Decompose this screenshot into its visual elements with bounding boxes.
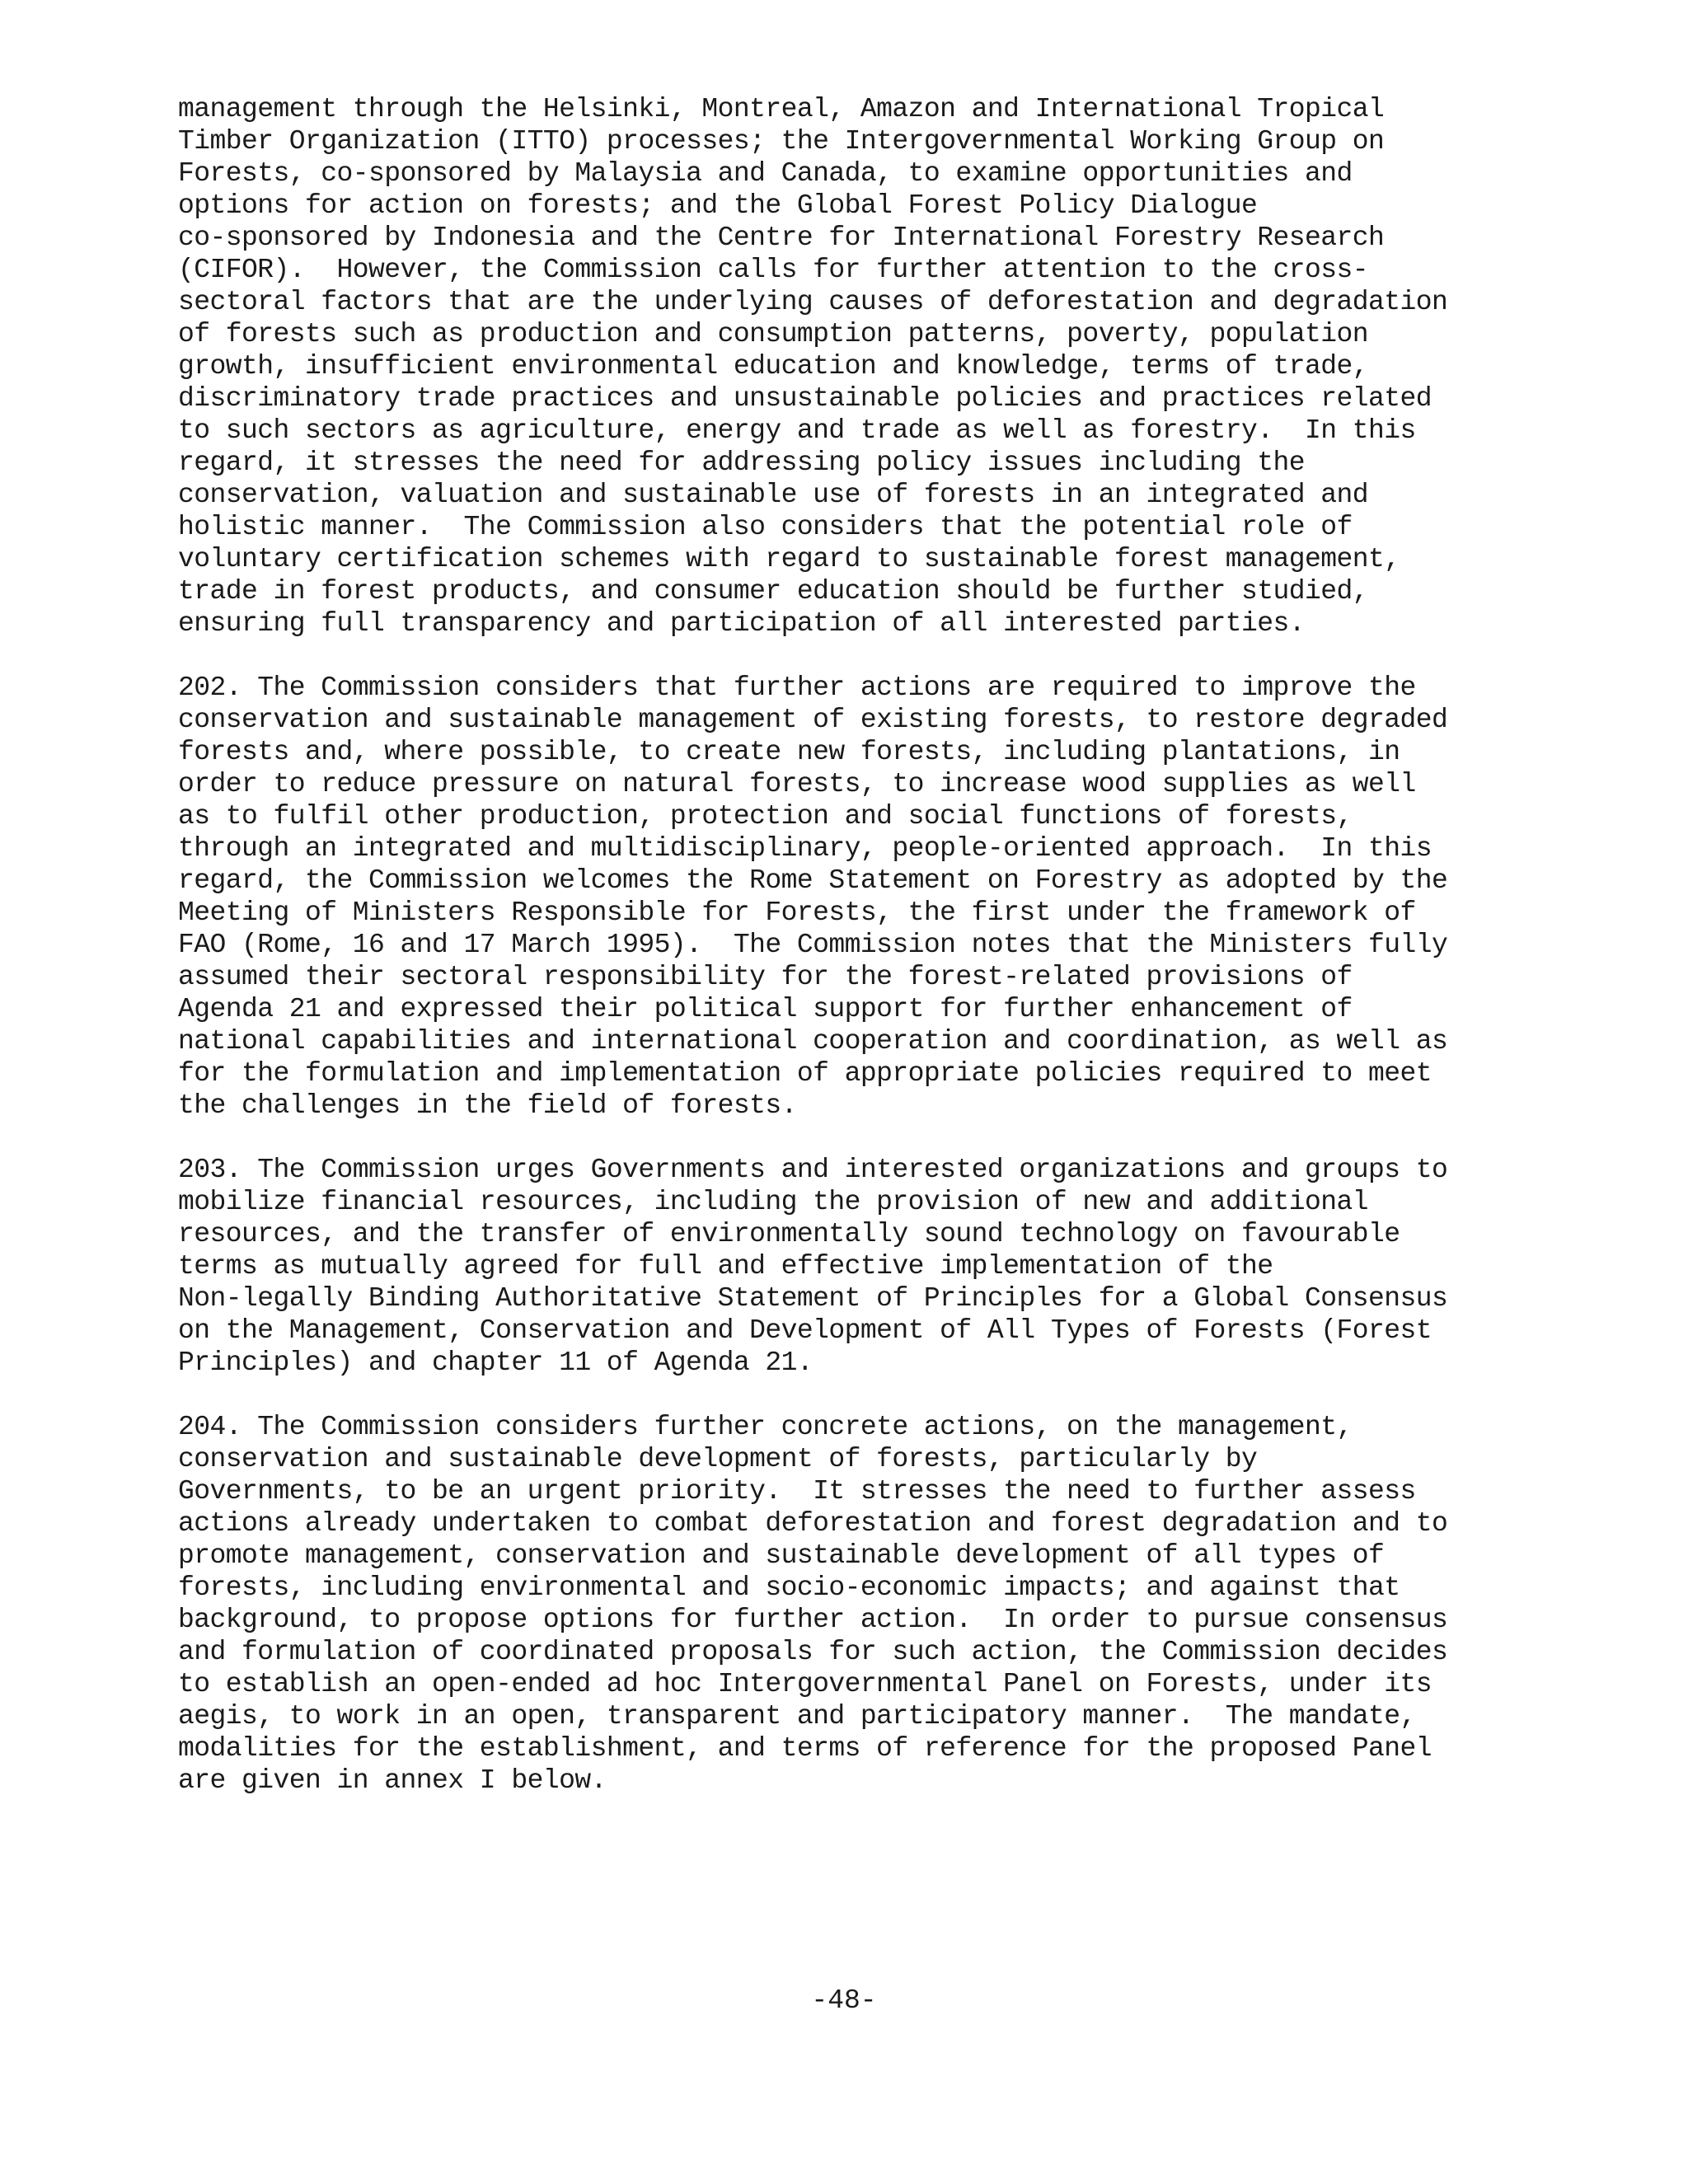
text-line: Timber Organization (ITTO) processes; the Intergovernmental Working Group on — [178, 126, 1385, 157]
text-line: resources, and the transfer of environmentally sound technology on favourable — [178, 1219, 1400, 1249]
text-line: and formulation of coordinated proposals for such action, the Commission decides — [178, 1637, 1448, 1667]
text-line: options for action on forests; and the Global Forest Policy Dialogue — [178, 190, 1258, 221]
text-line: Forests, co-sponsored by Malaysia and Canada, to examine opportunities and — [178, 158, 1353, 189]
text-line: Agenda 21 and expressed their political support for further enhancement of — [178, 994, 1353, 1024]
text-line: terms as mutually agreed for full and effective implementation of the — [178, 1251, 1273, 1282]
text-line: (CIFOR). However, the Commission calls for further attention to the cross- — [178, 255, 1368, 285]
text-line: conservation, valuation and sustainable use of forests in an integrated and — [178, 480, 1368, 510]
text-line: 204. The Commission considers further concrete actions, on the management, — [178, 1412, 1353, 1442]
text-line: growth, insufficient environmental education and knowledge, terms of trade, — [178, 351, 1368, 382]
text-line: of forests such as production and consumption patterns, poverty, population — [178, 319, 1368, 349]
text-line: to establish an open-ended ad hoc Intergovernmental Panel on Forests, under its — [178, 1669, 1432, 1699]
text-line: for the formulation and implementation of appropriate policies required to meet — [178, 1058, 1432, 1089]
text-line: FAO (Rome, 16 and 17 March 1995). The Commission notes that the Ministers fully — [178, 930, 1448, 960]
text-line: mobilize financial resources, including the provision of new and additional — [178, 1187, 1368, 1217]
text-line: conservation and sustainable management of existing forests, to restore degraded — [178, 705, 1448, 735]
text-line: promote management, conservation and sustainable development of all types of — [178, 1540, 1385, 1571]
text-line: forests and, where possible, to create new forests, including plantations, in — [178, 737, 1400, 767]
text-line: regard, it stresses the need for addressing policy issues including the — [178, 448, 1305, 478]
paragraph-202 — [178, 672, 1530, 1122]
text-line: on the Management, Conservation and Development of All Types of Forests (Forest — [178, 1315, 1432, 1346]
text-line: Governments, to be an urgent priority. It stresses the need to further assess — [178, 1476, 1416, 1507]
text-line: as to fulfil other production, protection and social functions of forests, — [178, 801, 1353, 832]
body-text — [178, 93, 1530, 1829]
text-line: Principles) and chapter 11 of Agenda 21. — [178, 1347, 814, 1378]
paragraph-204 — [178, 1411, 1530, 1797]
text-line: Meeting of Ministers Responsible for Forests, the first under the framework of — [178, 898, 1416, 928]
text-line: actions already undertaken to combat deforestation and forest degradation and to — [178, 1508, 1448, 1539]
text-line: the challenges in the field of forests. — [178, 1090, 797, 1121]
text-line: management through the Helsinki, Montreal, Amazon and International Tropical — [178, 94, 1385, 124]
text-line: through an integrated and multidisciplinary, people-oriented approach. In this — [178, 833, 1432, 864]
text-line: voluntary certification schemes with regard to sustainable forest management, — [178, 544, 1400, 574]
text-line: regard, the Commission welcomes the Rome Statement on Forestry as adopted by the — [178, 865, 1448, 896]
text-line: Non-legally Binding Authoritative Statement of Principles for a Global Consensus — [178, 1283, 1448, 1314]
text-line: sectoral factors that are the underlying causes of deforestation and degradation — [178, 287, 1448, 317]
text-line: order to reduce pressure on natural forests, to increase wood supplies as well — [178, 769, 1416, 799]
text-line: 203. The Commission urges Governments and interested organizations and groups to — [178, 1155, 1448, 1185]
text-line: are given in annex I below. — [178, 1765, 607, 1796]
paragraph-continuation — [178, 93, 1530, 640]
text-line: ensuring full transparency and participation of all interested parties. — [178, 608, 1305, 639]
text-line: to such sectors as agriculture, energy and trade as well as forestry. In this — [178, 415, 1416, 446]
text-line: conservation and sustainable development of forests, particularly by — [178, 1444, 1258, 1474]
text-line: assumed their sectoral responsibility for the forest-related provisions of — [178, 962, 1353, 992]
text-line: discriminatory trade practices and unsustainable policies and practices related — [178, 383, 1432, 414]
text-line: national capabilities and international cooperation and coordination, as well as — [178, 1026, 1448, 1057]
text-line: modalities for the establishment, and terms of reference for the proposed Panel — [178, 1733, 1432, 1764]
text-line: aegis, to work in an open, transparent and participatory manner. The mandate, — [178, 1701, 1416, 1732]
paragraph-203 — [178, 1154, 1530, 1379]
text-line: holistic manner. The Commission also considers that the potential role of — [178, 512, 1353, 542]
page-number: -48- — [811, 1985, 877, 2016]
text-line: forests, including environmental and socio-economic impacts; and against that — [178, 1572, 1400, 1603]
text-line: co-sponsored by Indonesia and the Centre for International Forestry Research — [178, 223, 1385, 253]
text-line: 202. The Commission considers that further actions are required to improve the — [178, 673, 1416, 703]
text-line: trade in forest products, and consumer education should be further studied, — [178, 576, 1368, 607]
text-line: background, to propose options for further action. In order to pursue consensus — [178, 1605, 1448, 1635]
